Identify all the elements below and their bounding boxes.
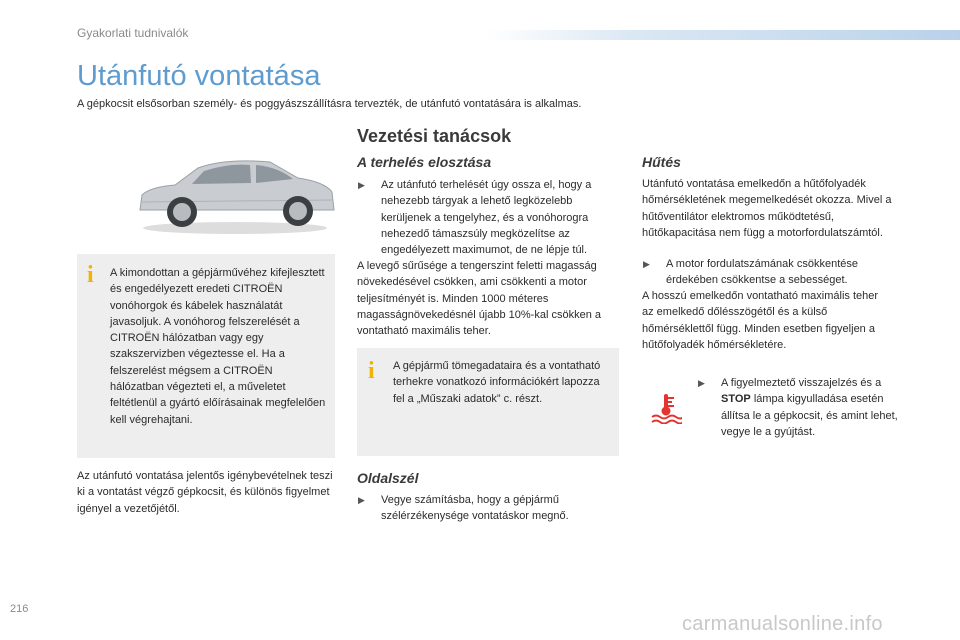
crosswind-heading: Oldalszél: [357, 470, 419, 486]
driving-tips-heading: Vezetési tanácsok: [357, 126, 512, 146]
load-distribution-heading: A terhelés elosztása: [357, 154, 492, 170]
info-box-middle-text: A gépjármű tömegadataira és a vontatható terhekre vonatkozó információkért lapozza fel a „Műszaki adatok” c. részt.: [393, 360, 601, 405]
intro-text: A gépkocsit elsősorban személy- és poggyászszállításra tervezték, de utánfutó vontatására is alkalmas.: [77, 98, 582, 110]
watermark: carmanualsonline.info: [682, 613, 883, 635]
section-label: Gyakorlati tudnivalók: [77, 26, 189, 40]
header-bar: [487, 30, 960, 40]
info-icon: i: [87, 262, 94, 288]
crosswind-bullet: [357, 492, 619, 525]
load-bullet-text: Az utánfutó terhelését úgy ossza el, hogy a nehezebb tárgyak a lehető legközelebb kerüljenek a tengelyhez, és a vonóhorogra nehezedő támaszsúly megközelítse az engedélyezett maximumot, de ne lépje túl.: [381, 179, 592, 257]
speed-bullet: [642, 256, 892, 289]
warning-bullet: [697, 375, 909, 440]
page-title: Utánfutó vontatása: [77, 60, 321, 92]
air-density-text: A levegő sűrűsége a tengerszint feletti magasság növekedésével csökken, ami csökkenti a motor teljesítményét is. Minden 1000 méteres magasságnövekedésnél újabb 10%-kal csökken a vontatható maximális teher.: [357, 260, 601, 338]
bullet-arrow-icon: ▶: [358, 180, 365, 190]
info-box-left: [77, 254, 335, 458]
warning-text-pre: A figyelmeztető visszajelzés és a: [721, 377, 882, 389]
car-image: [130, 140, 340, 240]
coolant-temperature-warning-icon: [650, 392, 682, 424]
page-number: 216: [10, 603, 29, 615]
cooling-heading: Hűtés: [642, 154, 681, 170]
bullet-arrow-icon: ▶: [643, 259, 650, 269]
speed-bullet-text: A motor fordulatszámának csökkentése érdekében csökkentse a sebességet.: [666, 258, 858, 287]
stop-label: STOP: [721, 393, 751, 406]
bullet-arrow-icon: ▶: [358, 495, 365, 505]
bullet-arrow-icon: ▶: [698, 378, 705, 388]
crosswind-bullet-text: Vegye számításba, hogy a gépjármű szélérzékenysége vontatáskor megnő.: [381, 494, 569, 523]
warning-bullet-text: [721, 375, 909, 440]
info-box-middle: [357, 348, 619, 456]
max-load-text: A hosszú emelkedőn vontatható maximális teher az emelkedő dőlésszögétől és a külső hőmérséklettől függ. Minden esetben figyeljen a hűtőfolyadék hőmérsékletére.: [642, 290, 879, 351]
info-box-left-text: A kimondottan a gépjárművéhez kifejlesztett és engedélyezett eredeti CITROËN vonóhorgok és kábelek használatát javasoljuk. A vonóhorog felszerelését a CITROËN hálózatban vagy egy szakszervizben végeztesse el. Ha a felszerelést mégsem a CITROËN hálózatban végezteti el, a műveletet feltétlenül a gyártó előírásainak megfelelően kell végrehajtani.: [110, 267, 326, 426]
load-bullet: [357, 177, 619, 258]
cooling-text: Utánfutó vontatása emelkedőn a hűtőfolyadék hőmérsékletének megemelkedését okozza. Mivel a hűtőventilátor elektromos működtetésű, hűtőkapacitása nem függ a motorfordulatszámtól.: [642, 178, 892, 239]
left-bottom-text: Az utánfutó vontatása jelentős igénybevételnek teszi ki a vontatást végző gépkocsit, és különös figyelmet igényel a vezetőjétől.: [77, 470, 333, 515]
warning-text-post: lámpa kigyulladása esetén állítsa le a gépkocsit, és amint lehet, vegye le a gyújtást.: [721, 393, 898, 438]
info-icon: i: [368, 358, 375, 384]
